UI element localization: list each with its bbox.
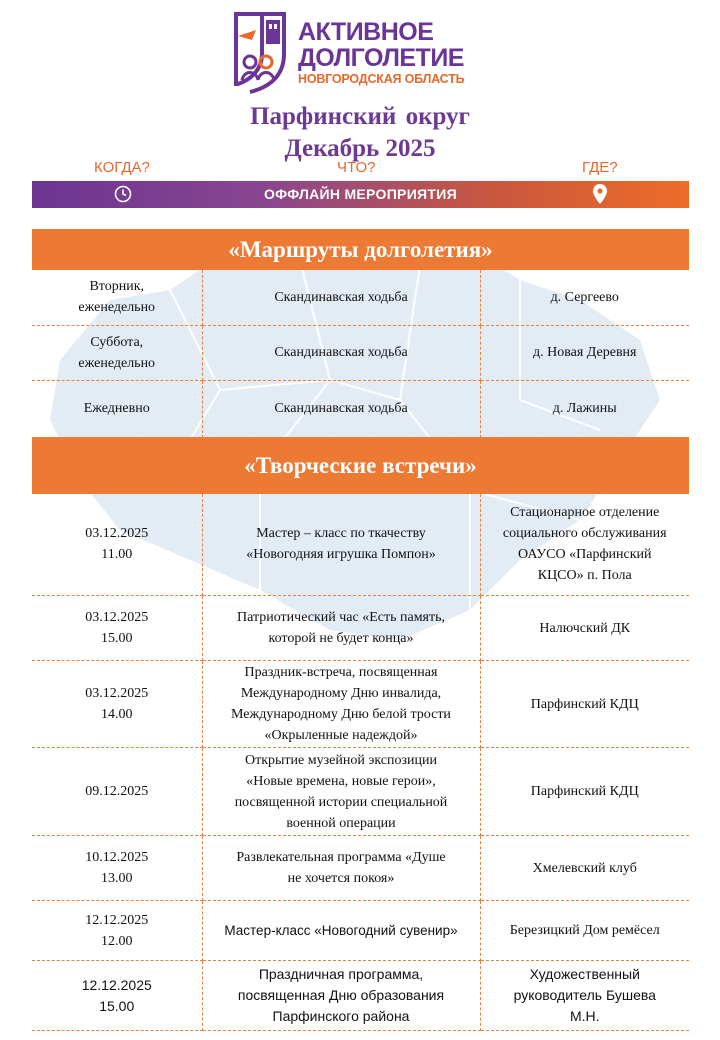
date-cell: 10.12.2025 13.00	[32, 836, 202, 901]
date-cell: 09.12.2025	[32, 748, 202, 836]
logo-text-line-1: АКТИВНОЕ	[298, 18, 434, 46]
section-title: «Маршруты долголетия»	[32, 229, 689, 270]
where-cell: Парфинский КДЦ	[480, 748, 689, 836]
what-cell: Скандинавская ходьба	[202, 325, 480, 380]
what-cell: Патриотический час «Есть память, которой не будет конца»	[202, 596, 480, 661]
date-cell: 12.12.2025 15.00	[32, 961, 202, 1031]
where-cell: Стационарное отделение социального обслуживания ОАУСО «Парфинский КЦСО» п. Пола	[480, 494, 689, 596]
location-pin-icon	[593, 184, 607, 204]
logo	[228, 10, 508, 94]
what-cell: Скандинавская ходьба	[202, 380, 480, 437]
date-cell: 12.12.2025 12.00	[32, 901, 202, 961]
table-row	[32, 494, 689, 596]
where-cell: Художественный руководитель Бушева М.Н.	[480, 961, 689, 1031]
date-cell: 03.12.2025 15.00	[32, 596, 202, 661]
section-header-creative	[32, 437, 689, 494]
table-row	[32, 901, 689, 961]
logo-emblem-icon	[228, 10, 292, 94]
table-row	[32, 325, 689, 380]
where-cell: д. Лажины	[480, 380, 689, 437]
where-cell: Хмелевский клуб	[480, 836, 689, 901]
table-row	[32, 836, 689, 901]
when-heading: КОГДА?	[94, 159, 150, 176]
date-cell: 03.12.2025 14.00	[32, 661, 202, 748]
what-cell: Праздник-встреча, посвященная Международному Дню инвалида, Международному Дню белой трости «Окрыленные надеждой»	[202, 661, 480, 748]
events-table	[32, 229, 689, 1031]
what-heading: ЧТО?	[337, 159, 376, 176]
district-title: Парфинский округ	[250, 103, 470, 130]
what-cell: Скандинавская ходьба	[202, 270, 480, 325]
where-cell: Березицкий Дом ремёсел	[480, 901, 689, 961]
table-row	[32, 270, 689, 325]
banner-title: ОФФЛАЙН МЕРОПРИЯТИЯ	[263, 186, 457, 202]
what-cell: Открытие музейной экспозиции «Новые времена, новые герои», посвященной истории специальной военной операции	[202, 748, 480, 836]
when-cell: Ежедневно	[32, 380, 202, 437]
where-cell: Парфинский КДЦ	[480, 661, 689, 748]
date-cell: 03.12.2025 11.00	[32, 494, 202, 596]
where-cell: д. Новая Деревня	[480, 325, 689, 380]
where-cell: д. Сергеево	[480, 270, 689, 325]
when-cell: Вторник, еженедельно	[32, 270, 202, 325]
table-row	[32, 961, 689, 1031]
section-header-routes	[32, 229, 689, 270]
what-cell: Развлекательная программа «Душе не хочется покоя»	[202, 836, 480, 901]
table-row	[32, 661, 689, 748]
when-cell: Суббота, еженедельно	[32, 325, 202, 380]
table-row	[32, 748, 689, 836]
table-row	[32, 596, 689, 661]
what-cell: Мастер-класс «Новогодний сувенир»	[202, 901, 480, 961]
what-cell: Мастер – класс по ткачеству «Новогодняя игрушка Помпон»	[202, 494, 480, 596]
where-heading: ГДЕ?	[582, 159, 618, 176]
logo-text-region: НОВГОРОДСКАЯ ОБЛАСТЬ	[298, 72, 465, 86]
month-title: Декабрь 2025	[284, 135, 436, 162]
section-title: «Творческие встречи»	[32, 437, 689, 494]
where-cell: Налючский ДК	[480, 596, 689, 661]
table-row	[32, 380, 689, 437]
what-cell: Праздничная программа, посвященная Дню образования Парфинского района	[202, 961, 480, 1031]
offline-events-banner	[32, 181, 689, 208]
logo-text-line-2: ДОЛГОЛЕТИЕ	[298, 44, 464, 72]
